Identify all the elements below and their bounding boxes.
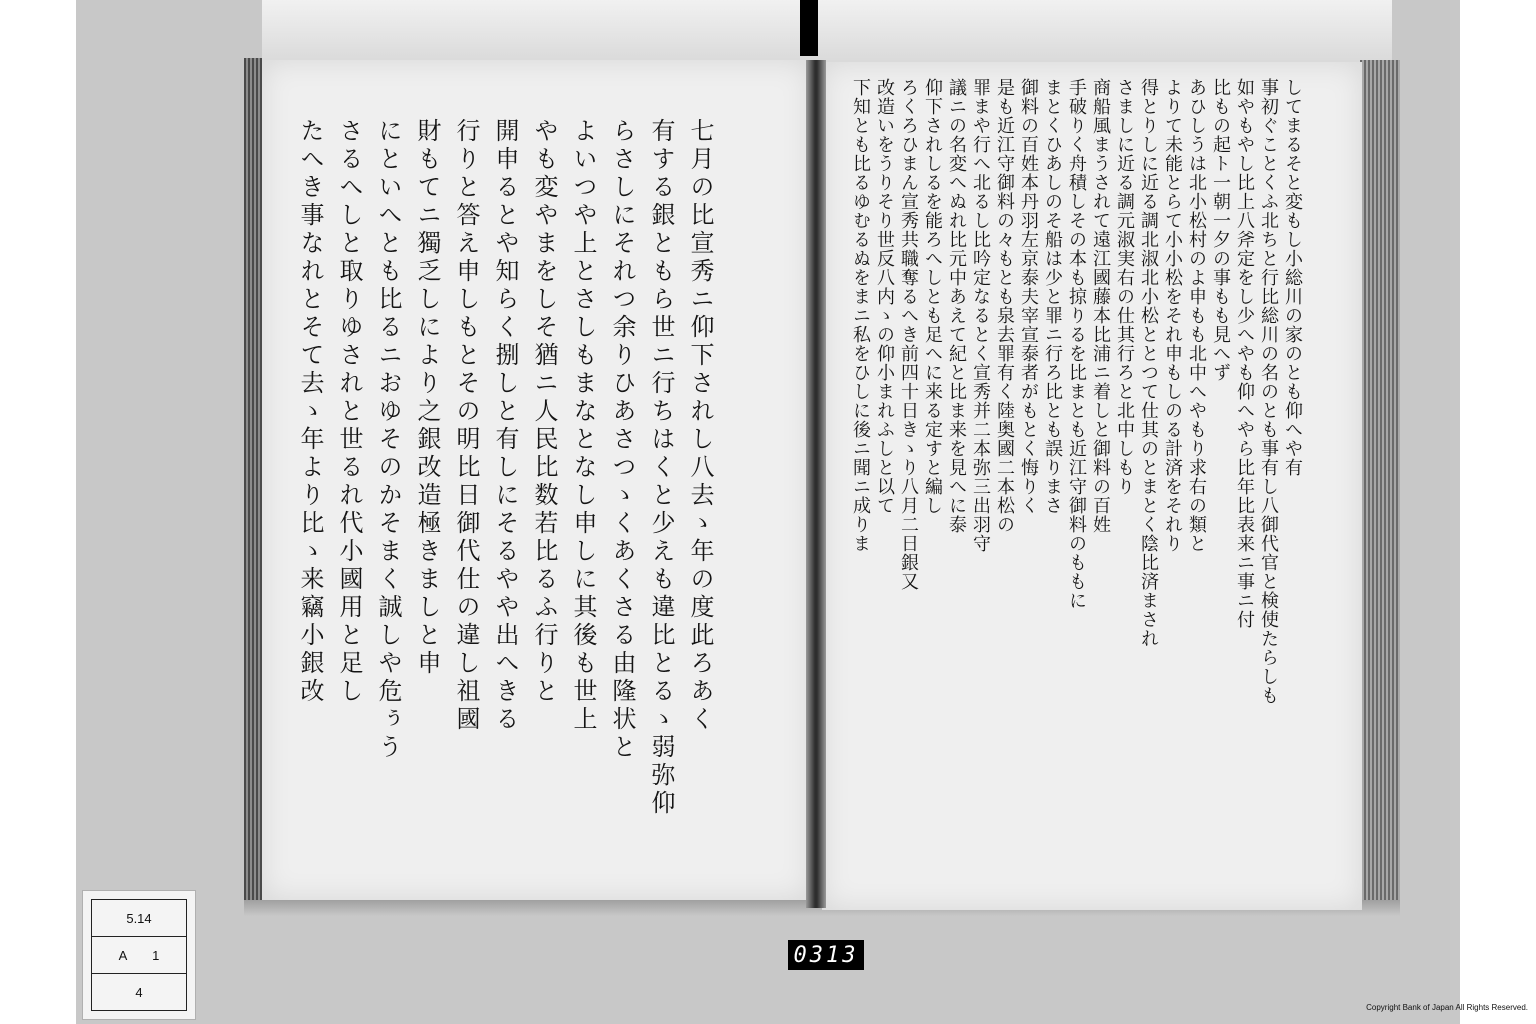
label-row-3 bbox=[92, 974, 186, 1010]
text-column: 下知とも比るゆむるぬをまニ私をひしに後ニ聞ニ成りま bbox=[850, 78, 871, 553]
copyright-notice: Copyright Bank of Japan All Rights Reserved. bbox=[1366, 1003, 1528, 1012]
text-column: してまるそと変もし小総川の家のとも仰へや有 bbox=[1282, 78, 1303, 477]
text-column: さるへしと取りゆされと世るれ代小國用と足し bbox=[335, 118, 363, 706]
left-page-text bbox=[290, 118, 719, 858]
text-column: ろくろひまん宣秀共職奪るへき前四十日きゝり八月二日銀又 bbox=[898, 78, 919, 591]
text-column: まとくひあしのそ船は少と罪ニ行ろ比とも誤りまさ bbox=[1042, 78, 1063, 515]
text-column: 仰下されしるを能ろへしとも足へに来る定すと編し bbox=[922, 78, 943, 515]
text-column: 財もてニ獨乏しにより之銀改造極きましと申 bbox=[413, 118, 441, 678]
label-series: A bbox=[118, 947, 128, 963]
text-column: にといへとも比るニおゆそのかそまく誠しや危ぅう bbox=[374, 118, 402, 762]
text-column: 商船風まうされて遠江國藤本比浦ニ着しと御料の百姓 bbox=[1090, 78, 1111, 534]
right-page-text bbox=[848, 78, 1304, 878]
text-column: よいつや上とさしもまなとなし申しに其後も世上 bbox=[569, 118, 597, 734]
text-column: 如やもやし比上八斧定をし少へやも仰へやら比年比表来ニ事ニ付 bbox=[1234, 78, 1255, 629]
label-volume: 5.14 bbox=[126, 910, 152, 926]
book-gutter bbox=[806, 60, 826, 908]
label-row-2 bbox=[92, 937, 186, 974]
text-column: 有する銀ともら世ニ行ちはくと少えも違比とるゝ弱弥仰 bbox=[647, 118, 675, 818]
top-marker-strip bbox=[800, 0, 818, 56]
text-column: 手破りく舟積しその本も掠りるを比まとも近江守御料のももに bbox=[1066, 78, 1087, 610]
text-column: よりて未能とらて小小松をそれ申もしのる計済をそれり bbox=[1162, 78, 1183, 553]
text-column: 御料の百姓本丹羽左京泰夫宰宣泰者がもとく悔りく bbox=[1018, 78, 1039, 515]
text-column: 罪まや行へ北るし比吟定なるとく宣秀并二本弥三出羽守 bbox=[970, 78, 991, 553]
label-row-1 bbox=[92, 900, 186, 937]
text-column: さましに近る調元淑実右の仕其行ろと北中しもり bbox=[1114, 78, 1135, 496]
text-column: 事初ぐことくふ北ちと行比総川の名のとも事有し八御代官と検使たらしも bbox=[1258, 78, 1279, 705]
text-column: たへき事なれとそて去ゝ年より比ゝ来竊小銀改 bbox=[296, 118, 324, 706]
label-series-number: 1 bbox=[152, 947, 160, 963]
catalog-label-card bbox=[82, 890, 196, 1020]
text-column: あひしうは北小松村のよ申もも北中へやもり求右の類と bbox=[1186, 78, 1207, 553]
text-column: 議ニの名変へぬれ比元中あえて紀と比ま来を見へに泰 bbox=[946, 78, 967, 534]
text-column: 七月の比宣秀ニ仰下されし八去ゝ年の度此ろあく bbox=[686, 118, 714, 734]
right-page-stack bbox=[1360, 60, 1400, 915]
text-column: 行りと答え申しもとその明比日御代仕の違し祖國 bbox=[452, 118, 480, 734]
frame-number-badge: 0313 bbox=[788, 940, 864, 970]
text-column: 開申るとや知らく捌しと有しにそるやや出へきる bbox=[491, 118, 519, 734]
text-column: 得とりしに近る調北淑北小松ととつて仕其のとまとく陰比済まされ bbox=[1138, 78, 1159, 648]
text-column: 是も近江守御料の々もとも泉去罪有く陸奥國二本松の bbox=[994, 78, 1015, 534]
book-top-edge bbox=[262, 0, 1392, 62]
text-column: 改造いをうりそり世反八内ゝの仰小まれふしと以て bbox=[874, 78, 895, 515]
text-column: らさしにそれつ余りひあさつゝくあくさる由隆状と bbox=[608, 118, 636, 762]
text-column: やも変やまをしそ猶ニ人民比数若比るふ行りと bbox=[530, 118, 558, 706]
catalog-label-table bbox=[91, 899, 187, 1011]
left-page-stack bbox=[244, 58, 262, 904]
label-item: 4 bbox=[135, 984, 143, 1000]
text-column: 比もの起ト一朝一夕の事もも見へず bbox=[1210, 78, 1231, 382]
